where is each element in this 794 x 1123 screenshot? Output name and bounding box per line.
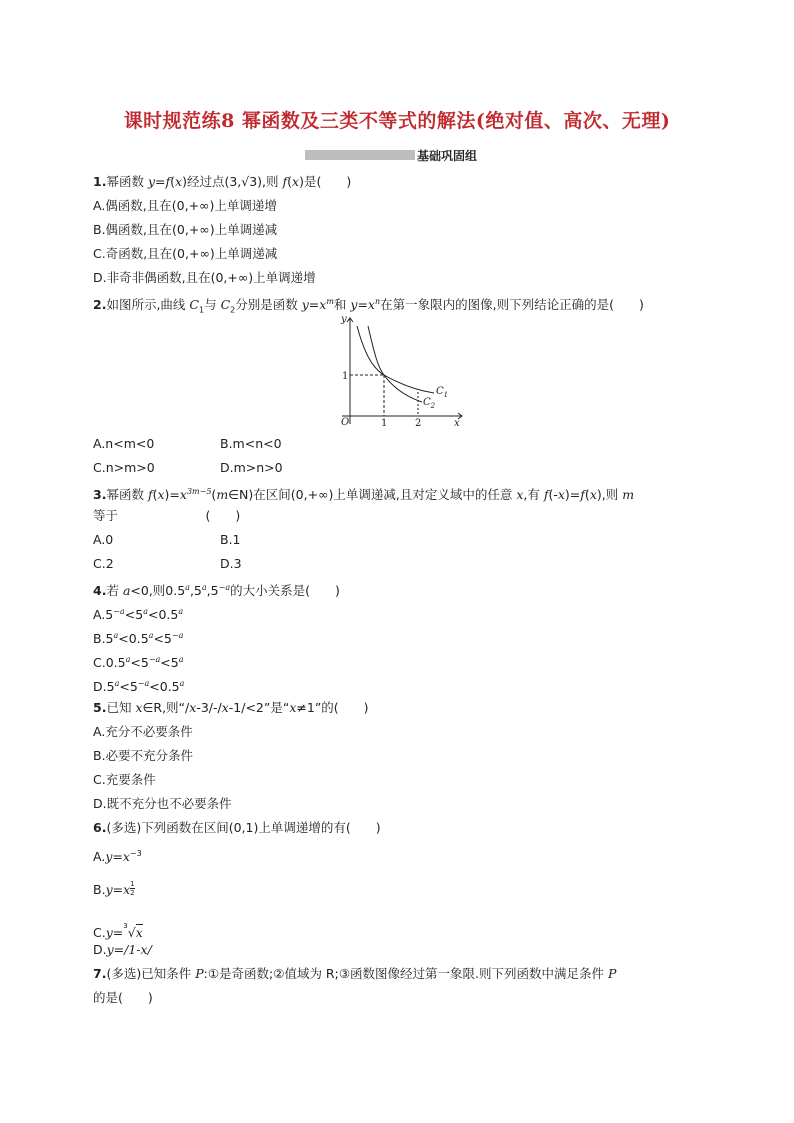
q2-option-d: D.m>n>0	[220, 460, 283, 475]
q5-number: 5.	[93, 700, 107, 715]
q3-option-b: B.1	[220, 532, 241, 547]
page-title: 课时规范练8 幂函数及三类不等式的解法(绝对值、高次、无理)	[123, 110, 671, 132]
q4-number: 4.	[93, 583, 107, 599]
q4-stem: 4.若 a<0,则$0.5^a,5^a,5^{-a}$的大小关系是( )	[93, 583, 340, 599]
q6-number: 6.	[93, 820, 107, 835]
q6-option-c: C.y=$^3$√x	[93, 922, 143, 940]
q2-option-b: B.m<n<0	[220, 436, 282, 451]
q3-option-c: C.2	[93, 556, 114, 571]
q5-option-b: B.必要不充分条件	[93, 748, 194, 763]
origin-label: O	[341, 417, 350, 428]
q6-option-d: D.y=/1-x/	[93, 942, 152, 957]
q3-option-a: A.0	[93, 532, 114, 547]
q3-stem-line2: 等于 ( )	[93, 508, 241, 523]
q1-number: 1.	[93, 174, 107, 189]
curve-c1	[357, 326, 434, 393]
y-tick-1: 1	[342, 371, 349, 382]
curve-c2	[368, 326, 422, 402]
q1-option-c: C.奇函数,且在(0,+∞)上单调递减	[93, 246, 278, 261]
q5-stem: 5.已知 x∈R,则“/x-3/-/x-1/<2”是“x≠1”的( )	[93, 700, 369, 715]
q1-stem: 1.幂函数 y=f(x)经过点(3,√3),则 f(x)是( )	[93, 174, 352, 189]
q3-number: 3.	[93, 487, 107, 503]
q4-option-c: $C.0.5^a<5^{-a}<5^a$	[93, 655, 184, 671]
q2-option-c: C.n>m>0	[93, 460, 155, 475]
q4-option-d: $D.5^a<5^{-a}<0.5^a$	[93, 679, 185, 695]
q2-function-graph	[330, 312, 470, 428]
q6-stem: 6.(多选)下列函数在区间(0,1)上单调递增的有( )	[93, 820, 381, 835]
x-tick-1: 1	[381, 418, 388, 428]
x-tick-2: 2	[415, 418, 422, 428]
x-axis-label: x	[454, 418, 460, 428]
section-bar	[305, 150, 415, 160]
q7-stem-line2: 的是( )	[93, 990, 153, 1005]
q3-option-d: D.3	[220, 556, 242, 571]
q5-option-d: D.既不充分也不必要条件	[93, 796, 232, 811]
q3-stem: 3.幂函数 $f(x)=x^{3m-5}(m\in N)$在区间(0,+∞)上单调递减,且对定义域中的任意 x,有 f(-x)=f(x),则 m	[93, 487, 635, 503]
q7-number: 7.	[93, 966, 107, 981]
q1-option-d: D.非奇非偶函数,且在(0,+∞)上单调递增	[93, 270, 316, 285]
curve-c2-label: $C_2$	[423, 397, 436, 410]
y-axis-label: y	[341, 314, 347, 325]
q4-option-b: $B.5^a<0.5^a<5^{-a}$	[93, 631, 184, 647]
q1-option-b: B.偶函数,且在(0,+∞)上单调递减	[93, 222, 278, 237]
q2-option-a: A.n<m<0	[93, 436, 155, 451]
q7-stem: 7.(多选)已知条件 P:①是奇函数;②值域为 R;③函数图像经过第一象限.则下列函数中满足条件 P	[93, 966, 617, 981]
q5-option-a: A.充分不必要条件	[93, 724, 193, 739]
q2-stem: 2.如图所示,曲线 $C_1$与 $C_2$分别是函数 $y=x^m$和 $y=x^n$在第一象限内的图像,则下列结论正确的是( )	[93, 297, 644, 315]
q2-number: 2.	[93, 297, 107, 313]
curve-c1-label: $C_1$	[436, 386, 449, 399]
section-header	[305, 147, 477, 163]
q6-option-b: B.y=x $\frac{1}{2}$	[93, 880, 135, 897]
section-label: 基础巩固组	[417, 148, 478, 163]
q4-option-a: $A.5^{-a}<5^a<0.5^a$	[93, 607, 184, 623]
q6-option-a: $A.y=x^{-3}$	[93, 849, 142, 865]
q5-option-c: C.充要条件	[93, 772, 156, 787]
q1-option-a: A.偶函数,且在(0,+∞)上单调递增	[93, 198, 277, 213]
